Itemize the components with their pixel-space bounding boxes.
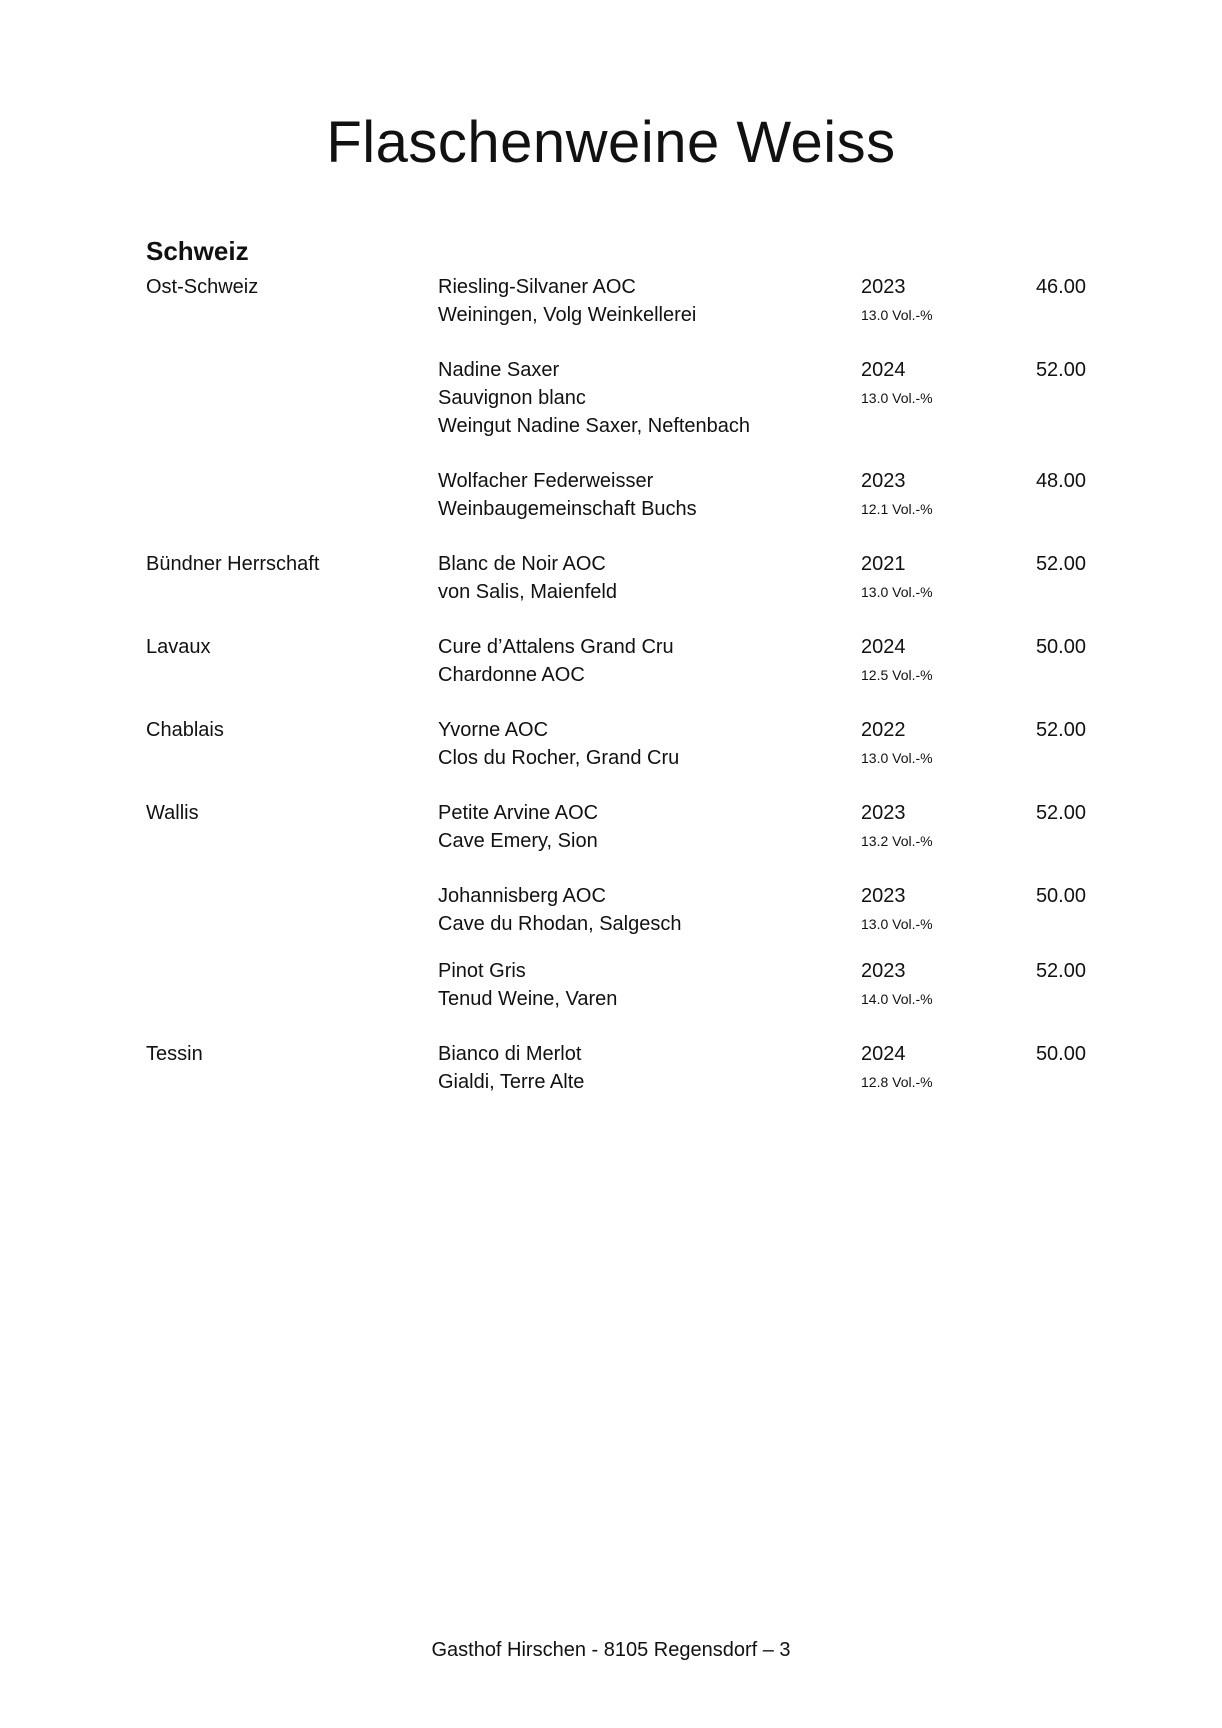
wine-region: Wallis [146,802,199,824]
wine-price: 52.00 [1035,960,1086,982]
wine-entry [146,273,1086,328]
wine-description [438,882,682,938]
wine-entry [146,716,1086,771]
wine-name: Yvorne AOC [438,719,549,741]
wine-description [438,633,674,689]
wine-name: Johannisberg AOC [438,885,606,907]
wine-name: Petite Arvine AOC [438,802,599,824]
wine-list [146,273,1086,1095]
wine-description [438,1040,584,1096]
wine-description [438,957,617,1013]
wine-name: Blanc de Noir AOC [438,553,606,575]
wine-producer: Cave Emery, Sion [438,830,598,852]
wine-name: Bianco di Merlot [438,1043,582,1065]
wine-name: Cure d’Attalens Grand Cru [438,636,674,658]
wine-entry [146,467,1086,522]
wine-year: 2023 [861,276,906,298]
wine-year: 2023 [861,470,906,492]
wine-description [438,467,697,523]
wine-alcohol: 12.1 Vol.-% [861,501,933,517]
wine-description [438,799,598,855]
wine-producer: Cave du Rhodan, Salgesch [438,913,682,935]
wine-year: 2024 [861,359,906,381]
wine-region: Lavaux [146,636,211,658]
wine-entry [146,882,1086,937]
wine-name: Pinot Gris [438,960,526,982]
wine-description [438,273,696,329]
wine-description [438,550,617,606]
wine-year: 2024 [861,636,906,658]
wine-alcohol: 12.8 Vol.-% [861,1074,933,1090]
wine-name: Riesling-Silvaner AOC [438,276,636,298]
page-title: Flaschenweine Weiss [326,110,896,175]
wine-region: Ost-Schweiz [146,276,259,298]
wine-variety: Sauvignon blanc [438,387,586,409]
wine-producer: Clos du Rocher, Grand Cru [438,747,680,769]
wine-price: 50.00 [1035,636,1086,658]
wine-alcohol: 13.0 Vol.-% [861,750,933,766]
wine-price: 50.00 [1035,885,1086,907]
wine-alcohol: 12.5 Vol.-% [861,667,933,683]
wine-year: 2023 [861,960,906,982]
wine-region: Tessin [146,1043,203,1065]
wine-region: Chablais [146,719,224,741]
wine-entry [146,356,1086,439]
wine-price: 52.00 [1035,719,1086,741]
wine-year: 2022 [861,719,906,741]
wine-name: Nadine Saxer [438,359,560,381]
wine-year: 2024 [861,1043,906,1065]
wine-year: 2021 [861,553,906,575]
wine-entry [146,957,1086,1012]
wine-alcohol: 14.0 Vol.-% [861,991,933,1007]
wine-description [438,716,679,772]
section-heading-schweiz: Schweiz [146,236,249,266]
wine-price: 52.00 [1035,359,1086,381]
wine-alcohol: 13.0 Vol.-% [861,390,933,406]
wine-producer: Weinbaugemeinschaft Buchs [438,498,697,520]
wine-region: Bündner Herrschaft [146,553,320,575]
wine-year: 2023 [861,885,906,907]
wine-producer: Weiningen, Volg Weinkellerei [438,304,697,326]
wine-price: 46.00 [1035,276,1086,298]
wine-alcohol: 13.0 Vol.-% [861,307,933,323]
wine-producer: Chardonne AOC [438,664,585,686]
wine-entry [146,799,1086,854]
page-footer: Gasthof Hirschen - 8105 Regensdorf – 3 [431,1639,791,1661]
wine-alcohol: 13.2 Vol.-% [861,833,933,849]
wine-price: 52.00 [1035,802,1086,824]
wine-price: 52.00 [1035,553,1086,575]
wine-price: 48.00 [1035,470,1086,492]
wine-description [438,356,750,440]
wine-year: 2023 [861,802,906,824]
wine-producer: Weingut Nadine Saxer, Neftenbach [438,415,751,437]
wine-entry [146,1040,1086,1095]
wine-producer: Gialdi, Terre Alte [438,1071,585,1093]
wine-producer: von Salis, Maienfeld [438,581,617,603]
wine-entry [146,550,1086,605]
wine-producer: Tenud Weine, Varen [438,988,618,1010]
wine-name: Wolfacher Federweisser [438,470,654,492]
wine-alcohol: 13.0 Vol.-% [861,916,933,932]
wine-price: 50.00 [1035,1043,1086,1065]
wine-entry [146,633,1086,688]
wine-alcohol: 13.0 Vol.-% [861,584,933,600]
